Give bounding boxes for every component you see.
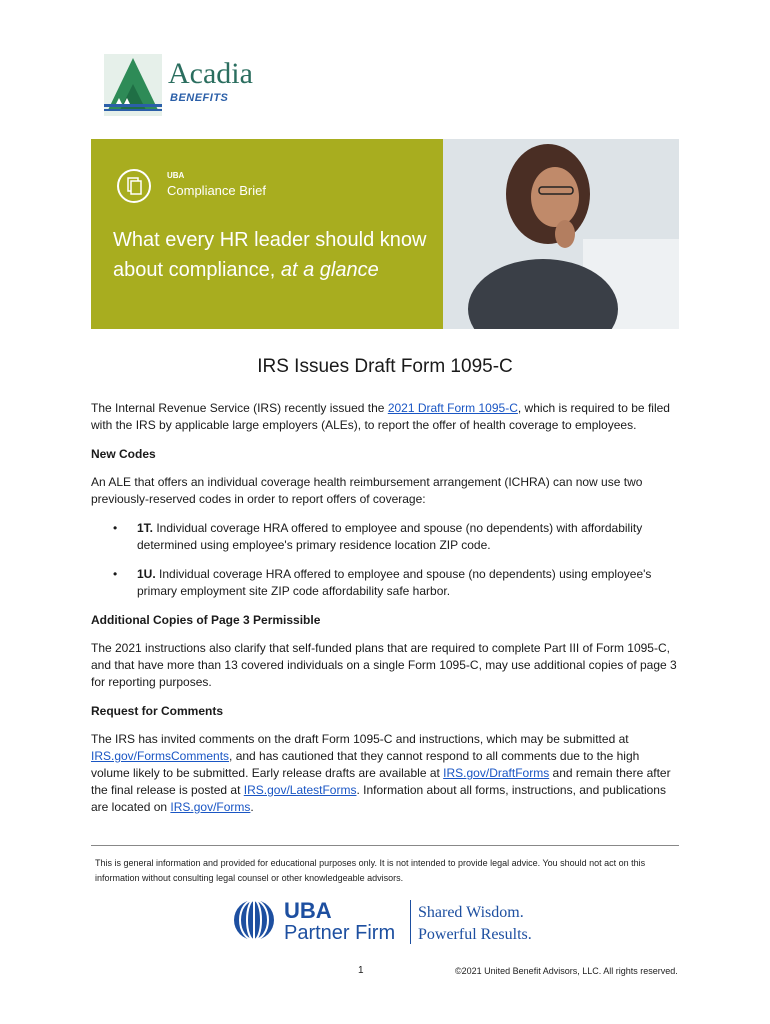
uba-wordmark: UBA: [284, 898, 332, 923]
new-codes-paragraph: An ALE that offers an individual coverage health reimbursement arrangement (ICHRA) can now use two previously-reserved codes in order to report offers of coverage:: [91, 475, 643, 506]
page-number: 1: [358, 965, 364, 976]
draft-forms-link[interactable]: IRS.gov/DraftForms: [443, 766, 550, 780]
banner-photo: [443, 139, 679, 329]
request-comments-heading: Request for Comments: [91, 704, 224, 718]
acadia-mountain-icon: [104, 54, 162, 116]
globe-icon: [232, 898, 276, 942]
uba-partner-logo: [232, 896, 552, 952]
banner-headline-line1: What every HR leader should know: [113, 229, 427, 251]
copyright: ©2021 United Benefit Advisors, LLC. All rights reserved.: [455, 966, 678, 976]
forms-link[interactable]: IRS.gov/Forms: [170, 800, 251, 814]
divider: [91, 845, 679, 846]
list-item: • 1U. Individual coverage HRA offered to employee and spouse (no dependents) using employee's primary employment site ZIP code affordability safe harbor.: [91, 566, 679, 600]
page-title: IRS Issues Draft Form 1095-C: [257, 356, 513, 377]
uba-partner-text: Partner Firm: [284, 922, 396, 944]
tagline-line1: Shared Wisdom.: [418, 904, 524, 921]
acadia-logo: [104, 54, 264, 118]
banner-uba-label: UBA: [167, 171, 185, 180]
latest-forms-link[interactable]: IRS.gov/LatestForms: [243, 783, 357, 797]
list-item: • 1T. Individual coverage HRA offered to employee and spouse (no dependents) with affordability determined using employee's primary residence location ZIP code.: [91, 520, 679, 554]
request-comments-paragraph: The IRS has invited comments on the draft Form 1095-C and instructions, which may be submitted at IRS.gov/FormsComments, and has cautioned that they cannot respond to all comments due to the high volume likely to be submitted. Early release drafts are available at IRS.gov/DraftForms and remain there after the final release is posted at IRS.gov/LatestForms. Information about all forms, instructions, and publications are located on IRS.gov/Forms.: [91, 732, 671, 814]
disclaimer: This is general information and provided for educational purposes only. It is not intended to provide legal advice. You should not act on this information without consulting legal counsel or other knowledgeable advisors.: [95, 858, 646, 883]
additional-copies-paragraph: The 2021 instructions also clarify that self-funded plans that are required to complete Part III of Form 1095-C, and that have more than 13 covered individuals on a single Form 1095-C, may use additional copies of page 3 for reporting purposes.: [91, 641, 677, 689]
article-body: [91, 400, 679, 828]
codes-list: [91, 520, 679, 600]
logo-divider: [410, 900, 411, 944]
new-codes-heading: New Codes: [91, 447, 156, 461]
acadia-logo-subtext: BENEFITS: [170, 92, 229, 104]
document-icon: [117, 169, 151, 203]
draft-form-link[interactable]: 2021 Draft Form 1095-C: [387, 401, 518, 415]
acadia-logo-text: Acadia: [168, 57, 253, 90]
compliance-brief-banner: [91, 139, 679, 329]
intro-paragraph: The Internal Revenue Service (IRS) recently issued the 2021 Draft Form 1095-C, which is required to be filed with the IRS by applicable large employers (ALEs), to report the offer of health coverage to employees.: [91, 401, 670, 432]
tagline-line2: Powerful Results.: [418, 926, 532, 943]
banner-brief-label: Compliance Brief: [167, 183, 266, 198]
forms-comments-link[interactable]: IRS.gov/FormsComments: [91, 749, 230, 763]
additional-copies-heading: Additional Copies of Page 3 Permissible: [91, 613, 321, 627]
banner-headline-line2: about compliance, at a glance: [113, 259, 379, 281]
